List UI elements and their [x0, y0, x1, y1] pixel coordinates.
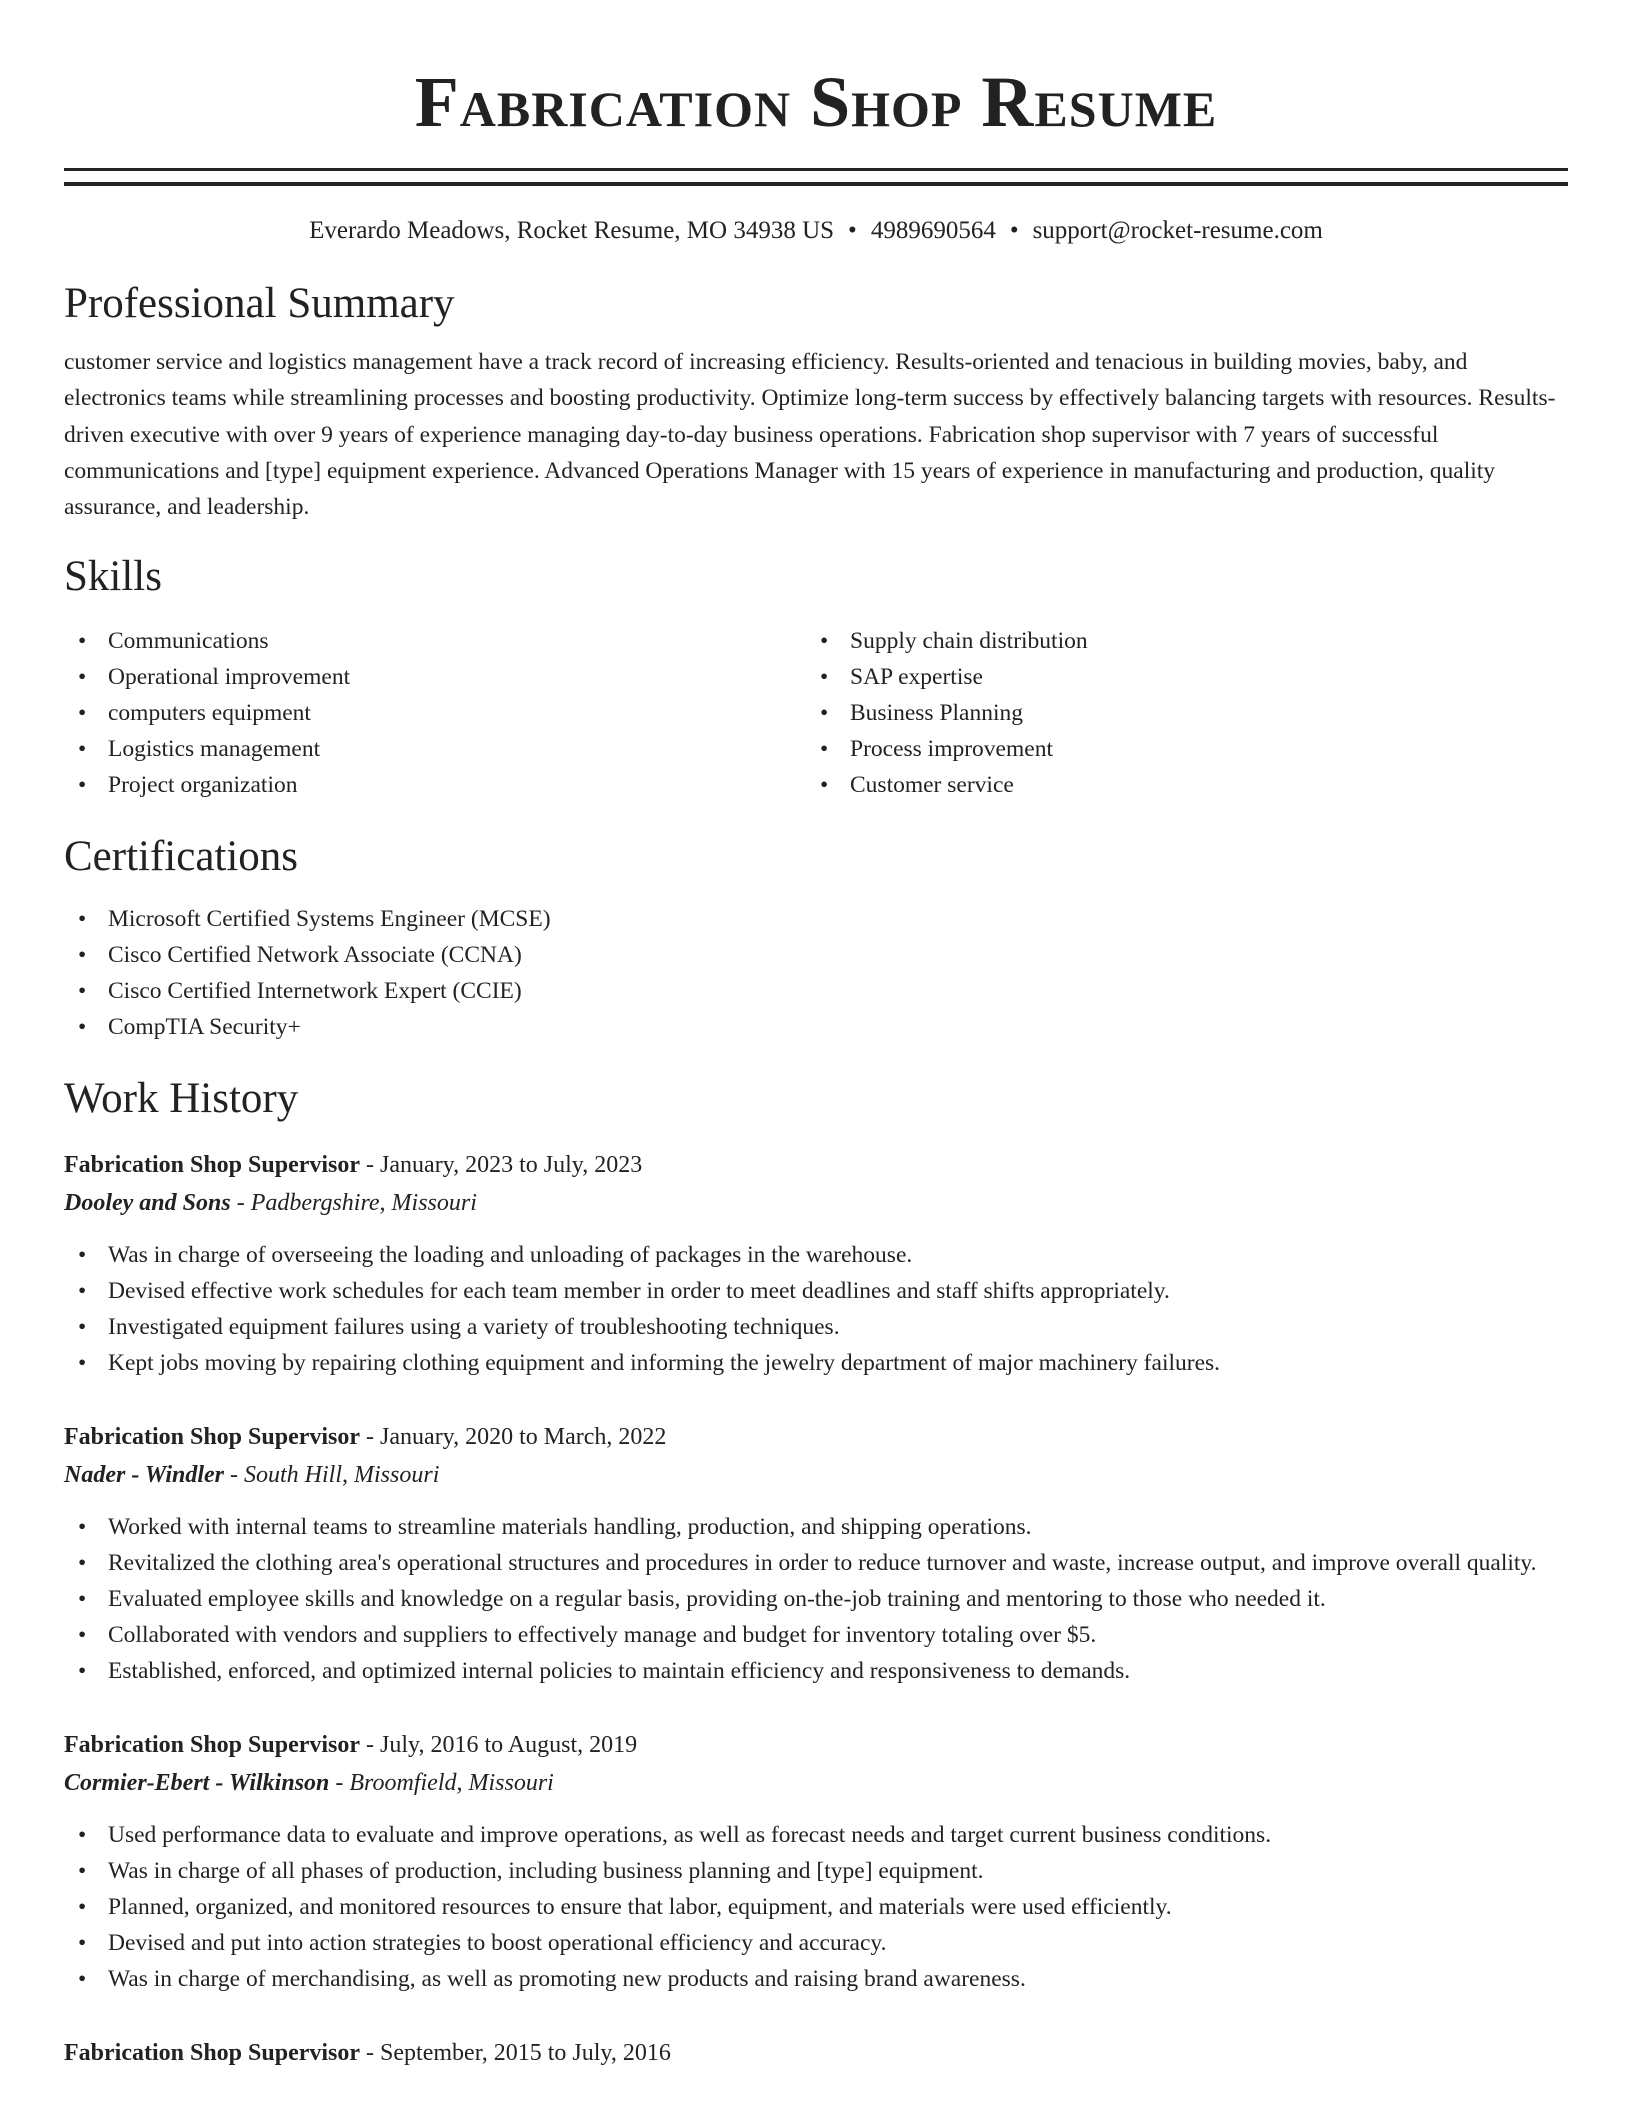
skill-item: • Customer service [806, 767, 1548, 803]
contact-email: support@rocket-resume.com [1032, 217, 1323, 244]
job-location: Broomfield, Missouri [349, 1770, 554, 1797]
job-bullet: • Collaborated with vendors and suppliers to effectively manage and budget for inventory totaling over $5. [64, 1617, 1568, 1653]
skill-item: • Supply chain distribution [806, 623, 1548, 659]
skills-list-left [64, 623, 806, 803]
page-title: Fabrication Shop Resume [414, 62, 1218, 142]
skill-item: • Logistics management [64, 731, 806, 767]
job-entry [64, 1147, 1568, 1381]
job-dash: - [224, 1462, 245, 1489]
contact-line [64, 214, 1568, 248]
job-entry [64, 1727, 1568, 1997]
job-bullet: • Planned, organized, and monitored resources to ensure that labor, equipment, and materials were used efficiently. [64, 1889, 1568, 1925]
job-bullet: • Evaluated employee skills and knowledge on a regular basis, providing on-the-job training and mentoring to those who needed it. [64, 1581, 1568, 1617]
skills-list-right [806, 623, 1548, 803]
job-bullet: • Revitalized the clothing area's operational structures and procedures in order to reduce turnover and waste, increase output, and improve overall quality. [64, 1545, 1568, 1581]
job-bullet: • Was in charge of overseeing the loading and unloading of packages in the warehouse. [64, 1237, 1568, 1273]
job-title-line [64, 1419, 1568, 1455]
skill-item: • Operational improvement [64, 659, 806, 695]
title-divider [64, 168, 1568, 186]
skill-item: • SAP expertise [806, 659, 1548, 695]
job-bullets [64, 1509, 1568, 1689]
certification-item: • Microsoft Certified Systems Engineer (MCSE) [64, 901, 1568, 937]
job-dash: - [329, 1770, 350, 1797]
contact-separator: • [848, 217, 857, 244]
contact-phone: 4989690564 [870, 217, 996, 244]
certification-item: • CompTIA Security+ [64, 1009, 1568, 1045]
job-company: Dooley and Sons [64, 1190, 231, 1217]
job-title-line [64, 1727, 1568, 1763]
job-location: South Hill, Missouri [244, 1462, 440, 1489]
job-title-line [64, 1147, 1568, 1183]
job-title: Fabrication Shop Supervisor [64, 1732, 361, 1759]
contact-separator: • [1009, 217, 1019, 244]
job-bullet: • Worked with internal teams to streamline materials handling, production, and shipping operations. [64, 1509, 1568, 1545]
job-dates: January, 2023 to July, 2023 [380, 1152, 643, 1179]
job-company: Nader - Windler [64, 1462, 225, 1489]
skill-item: • Business Planning [806, 695, 1548, 731]
contact-address: Everardo Meadows, Rocket Resume, MO 34938 US [309, 217, 835, 244]
job-dates: July, 2016 to August, 2019 [380, 1732, 638, 1759]
job-bullet: • Was in charge of all phases of production, including business planning and [type] equipment. [64, 1853, 1568, 1889]
job-dates: January, 2020 to March, 2022 [380, 1424, 667, 1451]
job-title: Fabrication Shop Supervisor [64, 1152, 361, 1179]
job-company-line [64, 1455, 1568, 1495]
job-company-line [64, 1763, 1568, 1803]
certification-item: • Cisco Certified Internetwork Expert (CCIE) [64, 973, 1568, 1009]
skill-item: • Project organization [64, 767, 806, 803]
job-title: Fabrication Shop Supervisor [64, 2040, 361, 2067]
job-dash: - [360, 1152, 381, 1179]
job-bullet: • Devised effective work schedules for each team member in order to meet deadlines and staff shifts appropriately. [64, 1273, 1568, 1309]
summary-text: customer service and logistics management have a track record of increasing efficiency. Results-oriented and tenacious in building movies, baby, and electronics teams while streamlining processes and boosting productivity. Optimize long-term success by effectively balancing targets with resources. Results-driven executive with over 9 years of experience managing day-to-day business operations. Fabrication shop supervisor with 7 years of successful communications and [type] equipment experience. Advanced Operations Manager with 15 years of experience in manufacturing and production, quality assurance, and leadership. [64, 349, 1556, 521]
job-bullets [64, 1237, 1568, 1381]
job-bullet: • Devised and put into action strategies to boost operational efficiency and accuracy. [64, 1925, 1568, 1961]
job-location: Padbergshire, Missouri [250, 1190, 477, 1217]
job-dates: September, 2015 to July, 2016 [380, 2040, 671, 2067]
skills-columns [64, 623, 1568, 803]
job-dash: - [360, 1732, 381, 1759]
job-bullet: • Was in charge of merchandising, as well as promoting new products and raising brand awareness. [64, 1961, 1568, 1997]
job-bullet: • Used performance data to evaluate and improve operations, as well as forecast needs and target current business conditions. [64, 1817, 1568, 1853]
skills-heading: Skills [64, 553, 162, 601]
job-company: Cormier-Ebert - Wilkinson [64, 1770, 330, 1797]
work-history-heading: Work History [64, 1075, 299, 1123]
job-bullet: • Investigated equipment failures using a variety of troubleshooting techniques. [64, 1309, 1568, 1345]
summary-heading: Professional Summary [64, 280, 455, 327]
job-title-line [64, 2035, 1568, 2071]
job-dash: - [360, 1424, 381, 1451]
skill-item: • computers equipment [64, 695, 806, 731]
skill-item: • Communications [64, 623, 806, 659]
job-dash: - [230, 1190, 251, 1217]
certifications-list [64, 901, 1568, 1045]
job-bullets [64, 1817, 1568, 1997]
job-dash: - [360, 2040, 381, 2067]
job-entry [64, 1419, 1568, 1689]
skill-item: • Process improvement [806, 731, 1548, 767]
job-title: Fabrication Shop Supervisor [64, 1424, 361, 1451]
job-company-line [64, 1183, 1568, 1223]
certifications-heading: Certifications [64, 833, 299, 881]
job-entry [64, 2035, 1568, 2071]
certification-item: • Cisco Certified Network Associate (CCNA) [64, 937, 1568, 973]
job-bullet: • Established, enforced, and optimized internal policies to maintain efficiency and responsiveness to demands. [64, 1653, 1568, 1689]
job-bullet: • Kept jobs moving by repairing clothing equipment and informing the jewelry department of major machinery failures. [64, 1345, 1568, 1381]
